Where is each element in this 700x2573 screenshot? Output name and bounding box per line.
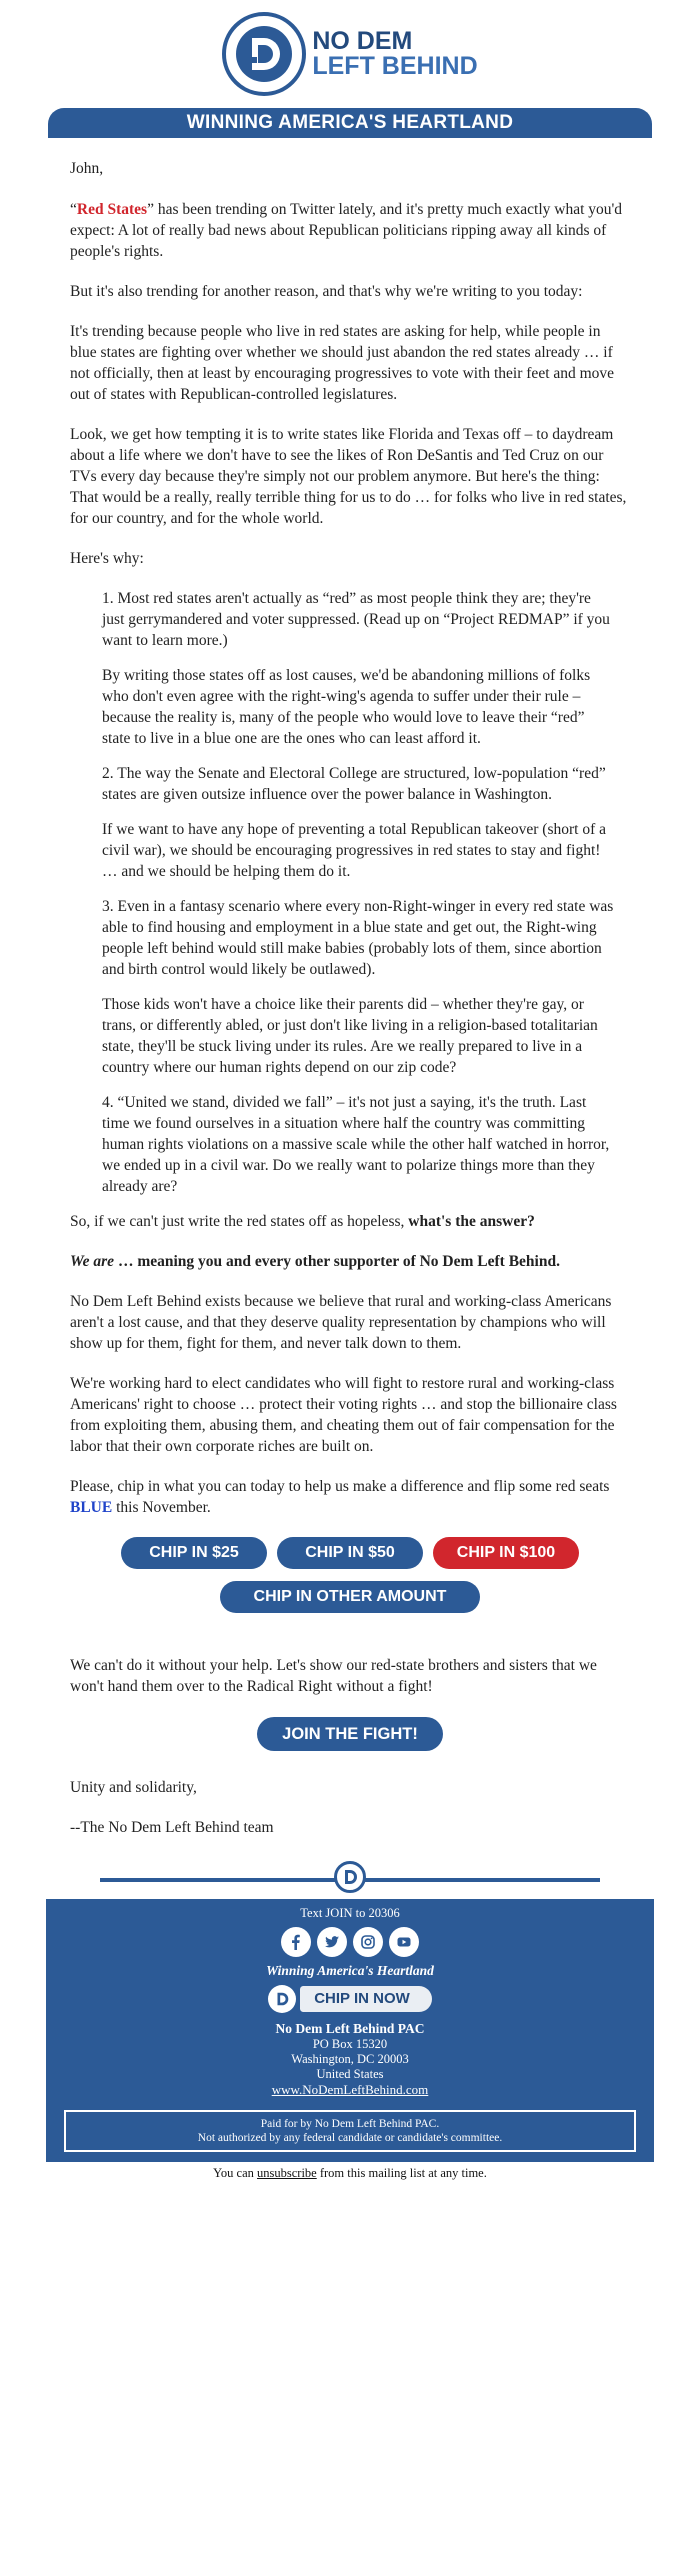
list-item: 4. “United we stand, divided we fall” – it's not just a saying, it's the truth. Last time we found ourselves in a situation where half the country was committing human rights violations on a massive scale while the other half watched in horror, we ended up in a civil war. Do we really want to polarize things more than they already are? [102, 1094, 610, 1195]
paid-for-line: Paid for by No Dem Left Behind PAC. [260, 2118, 440, 2130]
donate-row [0, 1537, 700, 1569]
paragraph-1: “Red States” has been trending on Twitter lately, and it's pretty much exactly what you'd expect: A lot of really bad news about Republican politicians ripping away all kinds of people's rights. [70, 201, 623, 260]
twitter-icon[interactable] [317, 1927, 347, 1957]
greeting: John, [70, 160, 104, 177]
logo-line1: NO DEM [312, 26, 413, 55]
logo-wordmark [312, 26, 478, 80]
city-line: Washington, DC 20003 [291, 2052, 409, 2066]
unsub-text-b: from this mailing list at any time. [316, 2166, 487, 2180]
signature: --The No Dem Left Behind team [70, 1819, 274, 1836]
list-item: 2. The way the Senate and Electoral College are structured, low-population “red” states are given outsize influence over the power balance in Washington. [102, 765, 606, 803]
paragraph-4: Look, we get how tempting it is to write states like Florida and Texas off – to daydream about a life where we don't have to see the likes of Ron DeSantis and Ted Cruz on our TVs every day because they're simply not our problem anymore. But here's the thing: That would be a really, really terrible thing for us to do … for folks who live in red states, for our country, and for the whole world. [70, 426, 627, 527]
social-links [46, 1927, 654, 1957]
footer-tagline: Winning America's Heartland [266, 1963, 434, 1978]
not-authorized-line: Not authorized by any federal candidate or candidate's committee. [197, 2132, 503, 2144]
chip-in-now-button[interactable] [46, 1985, 654, 2013]
youtube-icon[interactable] [389, 1927, 419, 1957]
header-banner: WINNING AMERICA'S HEARTLAND [48, 108, 652, 138]
paragraph-9: We can't do it without your help. Let's show our red-state brothers and sisters that we won't hand them over to the Radical Right without a fight! [70, 1657, 597, 1695]
chip-logo-icon [268, 1985, 296, 2013]
instagram-icon[interactable] [353, 1927, 383, 1957]
list-item: Those kids won't have a choice like their parents did – whether they're gay, or trans, or differently abled, or just don't like living in a religion-based totalitarian state, they'll be stuck living under its rules. Are we really prepared to live in a country where our human rights depend on our zip code? [102, 996, 598, 1076]
footer [46, 1899, 654, 2162]
answer-bold: … meaning you and every other supporter of No Dem Left Behind. [114, 1253, 560, 1270]
red-states-highlight: Red States [76, 201, 148, 218]
list-item: By writing those states off as lost causes, we'd be abandoning millions of folks who don't even agree with the right-wing's agenda to suffer under their rule – because the reality is, many of the people who would love to leave their “red” state to live in a blue one are the ones who can least afford it. [102, 667, 591, 747]
unsubscribe-link[interactable]: unsubscribe [257, 2166, 317, 2180]
paid-for-box [64, 2110, 636, 2152]
chip-in-other-button[interactable]: CHIP IN OTHER AMOUNT [220, 1581, 480, 1613]
answer-paragraph [70, 1251, 630, 1272]
closing-body [0, 1655, 700, 1697]
paragraph-8 [70, 1476, 630, 1518]
signoff: Unity and solidarity, [70, 1779, 197, 1796]
pac-name: No Dem Left Behind PAC [275, 2021, 425, 2036]
paragraph-8-text: Please, chip in what you can today to help us make a difference and flip some red seats [70, 1478, 610, 1495]
paragraph-7: We're working hard to elect candidates who will fight to restore rural and working-class Americans' right to choose … protect their voting rights … and stop the billionaire class from exploiting them, abusing them, and cheating them out of fair compensation for the labor that their own corporate riches are built on. [70, 1375, 617, 1455]
list-item: 3. Even in a fantasy scenario where every non-Right-winger in every red state was able to find housing and employment in a blue state and get out, the Right-wing people left behind would still make babies (probably lots of them, since abortion and birth control would likely be outlawed). [102, 898, 614, 978]
paragraph-1-text: has been trending on Twitter lately, and it's pretty much exactly what you'd expect: A lot of really bad news about Republican politicians ripping away all kinds of people's rights. [70, 201, 623, 260]
join-row [0, 1717, 700, 1751]
question-bold: what's the answer? [408, 1213, 535, 1230]
reasons-list [70, 588, 630, 1197]
list-item: If we want to have any hope of preventing a total Republican takeover (short of a civil war), we should be encouraging progressives in red states to stay and fight! … and we should be helping them do it. [102, 821, 606, 880]
logo-d-icon [222, 12, 306, 96]
chip-in-25-button[interactable]: CHIP IN $25 [121, 1537, 267, 1569]
chip-in-100-button[interactable]: CHIP IN $100 [433, 1537, 579, 1569]
question-paragraph [70, 1211, 630, 1232]
paragraph-2: But it's also trending for another reason, and that's why we're writing to you today: [70, 283, 583, 300]
header-logo[interactable] [0, 0, 700, 108]
chip-in-50-button[interactable]: CHIP IN $50 [277, 1537, 423, 1569]
paragraph-5: Here's why: [70, 550, 144, 567]
divider-logo-icon [334, 1861, 366, 1893]
facebook-icon[interactable] [281, 1927, 311, 1957]
donate-other-row [0, 1581, 700, 1613]
po-box: PO Box 15320 [312, 2037, 388, 2051]
question-text: So, if we can't just write the red states off as hopeless, [70, 1213, 409, 1230]
website-link[interactable]: www.NoDemLeftBehind.com [271, 2082, 429, 2097]
footer-divider [0, 1857, 700, 1899]
paragraph-3: It's trending because people who live in red states are asking for help, while people in blue states are fighting over whether we should just abandon the red states already … if not officially, then at least by encouraging progressives to vote with their feet and move out of states with Republican-controlled legislatures. [70, 323, 615, 403]
paragraph-8-end: this November. [112, 1499, 211, 1516]
text-join: Text JOIN to 20306 [300, 1906, 400, 1920]
join-the-fight-button[interactable]: JOIN THE FIGHT! [257, 1717, 443, 1751]
paragraph-6: No Dem Left Behind exists because we believe that rural and working-class Americans aren't a lost cause, and that they deserve quality representation by champions who will show up for them, fight for them, and never talk down to them. [70, 1293, 612, 1352]
list-item: 1. Most red states aren't actually as “red” as most people think they are; they're just gerrymandered and voter suppressed. (Read up on “Project REDMAP” if you want to learn more.) [102, 590, 610, 649]
signoff-block [0, 1777, 700, 1838]
email-body [0, 158, 700, 1518]
unsub-text-a: You can [213, 2166, 258, 2180]
unsubscribe-line [0, 2166, 700, 2181]
blue-highlight: BLUE [70, 1499, 113, 1516]
logo-line2: LEFT BEHIND [312, 52, 478, 80]
chip-in-now-label: CHIP IN NOW [300, 1986, 432, 2012]
answer-italic: We are [70, 1253, 115, 1270]
country-line: United States [316, 2067, 384, 2081]
